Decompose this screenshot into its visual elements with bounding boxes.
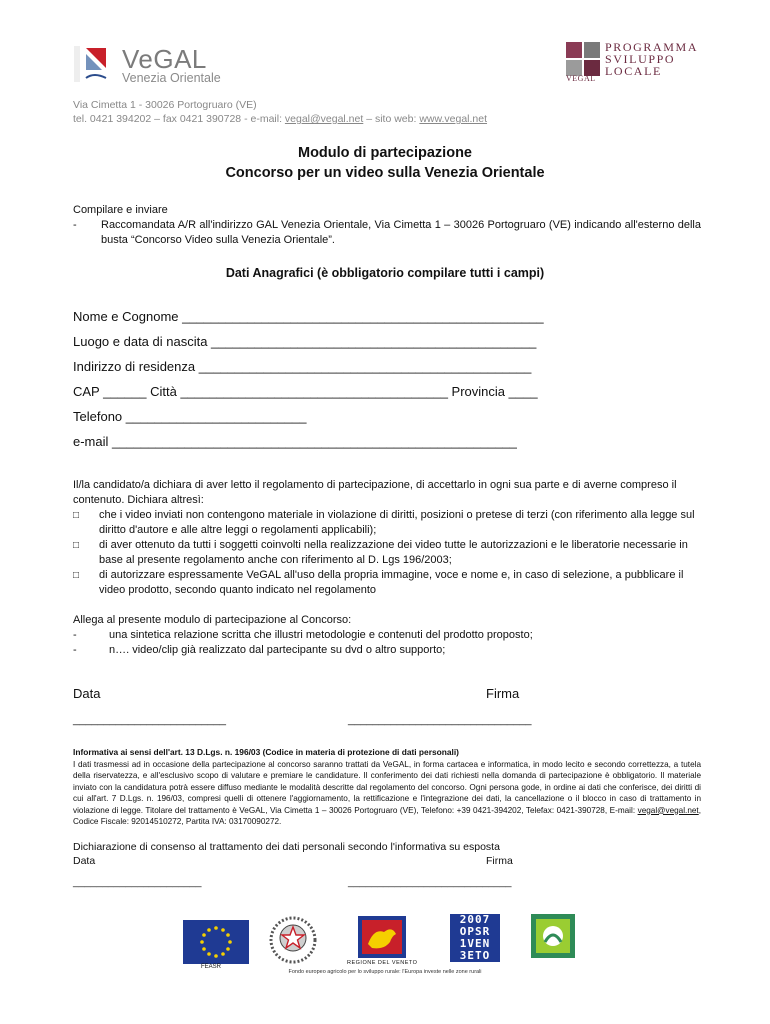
privacy-notice: Informativa ai sensi dell'art. 13 D.Lgs. n. 196/03 (Codice in materia di protezione di dati personali) I dati trasmessi ad in occasione della partecipazione al concorso saranno trattati da VeGAL, in forma cartacea e informatica, in modo lecito e secondo correttezza, a tutela della riservatezza, e all'esclusivo scopo di valutare e premiare le candidature. Il conferimento dei dati richiesti nella domanda di partecipazione è obbligatorio. Il materiale inviato con la candidatura potrà essere diffuso mediante le modalità descritte dal regolamento del concorso. Ogni persona gode, in ordine ai dati che conferisce, dei diritti di cui all'art. 7 D.Lgs. n. 196/03, compresi quelli di ottenere l'aggiornamento, la rettificazione e l'integrazione dei dati, la cancellazione o il blocco in caso di trattamento in violazione di legge. Titolare del trattamento è VeGAL, Via Cimetta 1 – 30026 Portogruaro (VE), Telefono: +39 0421-394202, Telefax: 0421-390728, E-mail: vegal@vegal.net, Codice Fiscale: 92014510272, Partita IVA: 03170090272. [73, 747, 701, 826]
firma-label: Firma [486, 686, 520, 701]
website-link[interactable]: www.vegal.net [419, 113, 488, 125]
eu-flag-icon [183, 920, 249, 964]
form-subtitle: Concorso per un video sulla Venezia Orientale [225, 165, 545, 181]
contact-line: tel. 0421 394202 – fax 0421 390728 - e-mail: vegal@vegal.net – sito web: www.vegal.net [73, 113, 488, 125]
privacy-email-link[interactable]: vegal@vegal.net [637, 805, 699, 815]
data-signature-line[interactable]: _________________________ [73, 714, 226, 726]
psr-veneto-logo: 2007 OPSR 1VEN 3ETO [450, 914, 500, 962]
attachment-item: - n…. video/clip già realizzato dal partecipante su dvd o altro supporto; [73, 644, 446, 656]
footer-caption: Fondo europeo agricolo per lo sviluppo rurale: l'Europa investe nelle zone rurali [288, 969, 482, 975]
veneto-caption: REGIONE DEL VENETO [347, 960, 418, 966]
leader-logo-icon [531, 914, 575, 958]
declaration-item: □ di aver ottenuto da tutti i soggetti coinvolti nella realizzazione dei video tutte le autorizzazioni e le liberatorie necessarie in base al presente regolamento anche con riferimento al D. Lgs 196/2003; [73, 539, 688, 566]
checkbox[interactable]: □ [73, 570, 80, 581]
consent-statement: Dichiarazione di consenso al trattamento dei dati personali secondo l'informativa su esposta [73, 841, 500, 853]
nome-cognome-field[interactable]: Nome e Cognome __________________________________________________ [73, 309, 544, 324]
cap-citta-provincia-field[interactable]: CAP ______ Città _____________________________________ Provincia ____ [73, 384, 538, 399]
regione-veneto-lion-icon [358, 916, 406, 958]
checkbox[interactable]: □ [73, 540, 80, 551]
firma-signature-line[interactable]: ______________________________ [348, 714, 532, 726]
logo-text: PROGRAMMA SVILUPPO LOCALE [605, 40, 699, 78]
address-line: Via Cimetta 1 - 30026 Portogruaro (VE) [73, 99, 257, 111]
declaration-item: □ che i video inviati non contengono materiale in violazione di diritti, posizioni o pretese di terzi (con riferimento alla legge sul diritto d'autore e alle altre leggi o regolamenti applicabili); [73, 509, 695, 536]
vegal-mark-icon [72, 44, 110, 84]
eu-caption: FEASR [201, 964, 222, 970]
consent-data-label: Data [73, 855, 96, 867]
consent-data-line[interactable]: ______________________ [73, 876, 202, 888]
telefono-field[interactable]: Telefono _________________________ [73, 409, 307, 424]
form-title: Modulo di partecipazione [297, 145, 472, 161]
instructions-heading: Compilare e inviare [73, 204, 168, 216]
consent-firma-label: Firma [486, 855, 513, 867]
section-title: Dati Anagrafici (è obbligatorio compilare tutti i campi) [225, 266, 545, 280]
contact-address [73, 98, 487, 126]
logo-square-icon [584, 42, 600, 58]
vegal-subtitle: Venezia Orientale [122, 71, 221, 85]
luogo-data-nascita-field[interactable]: Luogo e data di nascita _____________________________________________ [73, 334, 537, 349]
italian-republic-emblem-icon [268, 914, 318, 966]
vegal-logo [72, 44, 232, 88]
attachments-intro: Allega al presente modulo di partecipazione al Concorso: [73, 614, 352, 626]
checkbox[interactable]: □ [73, 510, 80, 521]
logo-square-icon [566, 42, 582, 58]
data-label: Data [73, 686, 101, 701]
logo-small-text: VEGAL [566, 74, 596, 83]
declaration [73, 478, 701, 598]
attachment-item: - una sintetica relazione scritta che illustri metodologie e contenuti del prodotto proposto; [73, 629, 533, 641]
declaration-item: □ di autorizzare espressamente VeGAL all'uso della propria immagine, voce e nome e, in caso di selezione, a pubblicare il video prodotto, secondo quanto indicato nel regolamento [73, 569, 684, 596]
indirizzo-field[interactable]: Indirizzo di residenza ______________________________________________ [73, 359, 532, 374]
consent-firma-line[interactable]: ____________________________ [348, 876, 512, 888]
email-link[interactable]: vegal@vegal.net [284, 113, 364, 125]
submission-instructions [73, 203, 701, 248]
email-field[interactable]: e-mail ________________________________________________________ [73, 434, 517, 449]
instruction-item: - Raccomandata A/R all'indirizzo GAL Venezia Orientale, Via Cimetta 1 – 30026 Portogruaro (VE) indicando all'esterno della busta “Concorso Video sulla Venezia Orientale”. [73, 219, 701, 246]
attachments-list [73, 613, 701, 658]
vegal-name: VeGAL [122, 44, 207, 74]
declaration-intro: Il/la candidato/a dichiara di aver letto il regolamento di partecipazione, di accettarlo in ogni sua parte e di averne compreso il contenuto. Dichiara altresì: [73, 479, 677, 506]
privacy-notice-heading: Informativa ai sensi dell'art. 13 D.Lgs. n. 196/03 (Codice in materia di protezione di dati personali) [73, 747, 459, 757]
programma-sviluppo-locale-logo [566, 42, 706, 84]
